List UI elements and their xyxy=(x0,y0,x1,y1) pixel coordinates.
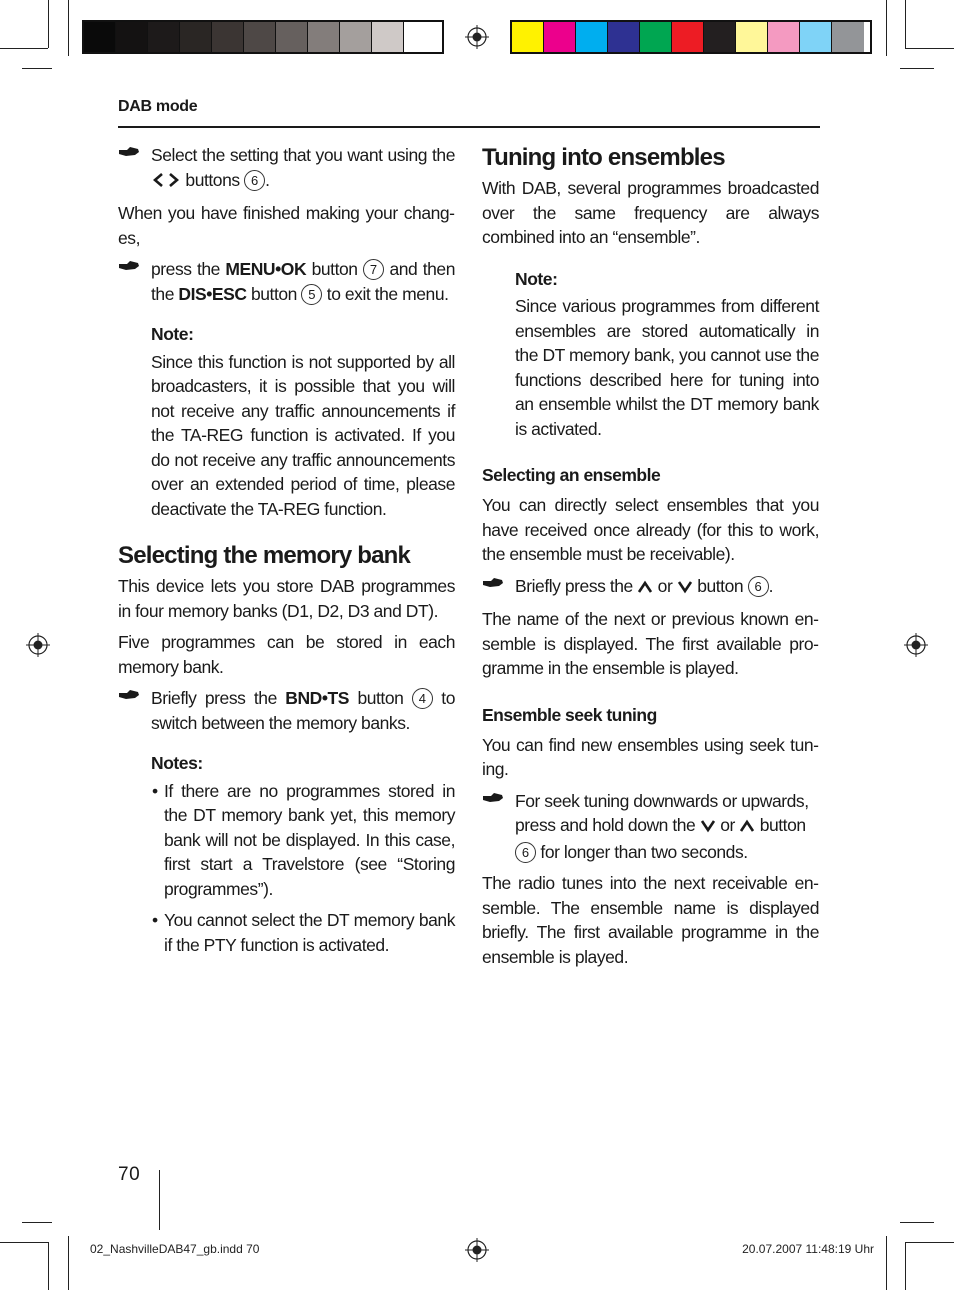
paragraph: You can directly select ensembles that you have received once already (for this to work, the ensemble must be receivable). xyxy=(482,495,819,564)
paragraph: When you have finished making your changes, xyxy=(118,203,455,248)
note-text: If there are no programmes stored in the DT memory bank yet, this memory bank will not be displayed. In this case, first start a Travelstore (see “Storing programmes”). xyxy=(164,780,455,899)
color-swatch xyxy=(544,22,576,52)
subheading: Selecting an ensemble xyxy=(482,465,661,485)
note-text: Since this function is not supported by all broadcasters, it is possible that you will not receive any traffic announcements if the TA-REG function is activated. If you do not receive any traffic announcements over an extended period of time, please deactivate the TA-REG function. xyxy=(151,351,455,519)
note-text: Since various programmes from different ensembles are stored automatically in the DT memory bank, you cannot use the functions described here for tuning into an ensemble whilst the DT memory bank is activated. xyxy=(515,296,819,439)
color-swatch xyxy=(276,22,308,52)
color-swatch xyxy=(372,22,404,52)
text: and then the xyxy=(151,259,455,304)
page-number-rule xyxy=(159,1170,160,1230)
pointing-hand-icon xyxy=(118,145,140,159)
pointing-hand-icon xyxy=(118,259,140,273)
header-rule xyxy=(118,126,820,128)
text: or xyxy=(720,815,735,835)
instruction-seek-tuning xyxy=(482,789,819,865)
note-block xyxy=(482,267,819,442)
crop-mark xyxy=(905,48,954,49)
crop-mark xyxy=(0,48,48,49)
slug-timestamp: 20.07.2007 11:48:19 Uhr xyxy=(742,1242,874,1256)
text: to switch between the memory banks. xyxy=(151,688,455,733)
slug-filename: 02_NashvilleDAB47_gb.indd 70 xyxy=(90,1242,260,1256)
crop-mark xyxy=(905,0,906,48)
color-swatch xyxy=(148,22,180,52)
section-heading: Selecting the memory bank xyxy=(118,542,411,569)
button-number-badge: 5 xyxy=(301,284,322,305)
color-swatch xyxy=(768,22,800,52)
color-swatch xyxy=(704,22,736,52)
bullet-dot: • xyxy=(152,910,158,930)
crop-mark xyxy=(905,1242,954,1243)
button-number-badge: 6 xyxy=(515,842,536,863)
text: to exit the menu. xyxy=(326,283,449,304)
button-number-badge: 6 xyxy=(244,170,265,191)
text: button xyxy=(697,575,744,596)
crop-mark xyxy=(886,0,887,56)
text: button xyxy=(311,259,358,279)
instruction-select-setting xyxy=(118,143,455,194)
note-label: Note: xyxy=(515,268,558,289)
button-number-badge: 6 xyxy=(748,576,769,597)
text: button xyxy=(250,283,297,304)
color-swatch xyxy=(832,22,864,52)
color-swatch xyxy=(576,22,608,52)
text: For seek tuning downwards or upwards, press and hold down the xyxy=(515,790,809,835)
color-swatch xyxy=(640,22,672,52)
crop-mark xyxy=(900,1222,934,1223)
button-number-badge: 7 xyxy=(363,259,384,280)
text: for longer than two seconds. xyxy=(540,841,748,862)
chevron-up-icon xyxy=(637,576,653,601)
text: button xyxy=(357,688,404,708)
note-text: You cannot select the DT memory bank if the PTY function is activated. xyxy=(164,910,455,955)
color-swatch xyxy=(244,22,276,52)
text: press the xyxy=(151,259,220,279)
text: . xyxy=(265,169,270,190)
color-swatch xyxy=(800,22,832,52)
pointing-hand-icon xyxy=(118,688,140,702)
color-swatch xyxy=(180,22,212,52)
key-label: BND•TS xyxy=(285,688,349,708)
note-label: Notes: xyxy=(151,753,203,773)
color-swatch xyxy=(116,22,148,52)
crop-mark xyxy=(886,1236,887,1290)
running-head: DAB mode xyxy=(118,98,198,115)
color-swatch xyxy=(672,22,704,52)
text: . xyxy=(768,575,773,596)
left-column xyxy=(118,143,455,957)
pointing-hand-icon xyxy=(482,576,504,590)
note-item xyxy=(151,908,455,957)
key-label: MENU•OK xyxy=(225,259,307,279)
color-swatch xyxy=(84,22,116,52)
crop-mark xyxy=(68,0,69,56)
note-item xyxy=(151,779,455,902)
chevron-up-icon xyxy=(739,815,755,840)
text: or xyxy=(657,575,673,596)
paragraph: With DAB, several programmes broadcasted over the same frequency are always combined into an “ensemble”. xyxy=(482,178,819,247)
text: button xyxy=(759,815,806,835)
crop-mark xyxy=(68,1236,69,1290)
process-color-bar xyxy=(510,20,872,54)
page-number: 70 xyxy=(118,1164,141,1185)
color-swatch xyxy=(404,22,436,52)
subheading: Ensemble seek tuning xyxy=(482,704,657,725)
note-block xyxy=(118,322,455,521)
registration-mark-icon xyxy=(465,25,489,49)
crop-mark xyxy=(905,1242,906,1290)
section-heading: Tuning into ensembles xyxy=(482,144,725,171)
color-swatch xyxy=(308,22,340,52)
crop-mark xyxy=(22,1222,52,1223)
gray-color-bar xyxy=(82,20,444,54)
instruction-exit-menu xyxy=(118,257,455,306)
registration-mark-icon xyxy=(26,633,50,657)
text: Briefly press the xyxy=(151,688,277,708)
color-swatch xyxy=(608,22,640,52)
crop-mark xyxy=(0,1242,48,1243)
paragraph: The radio tunes into the next receivable ensemble. The ensemble name is displayed briefly. The first available programme in the ensemble is played. xyxy=(482,873,819,967)
instruction-switch-memory-bank xyxy=(118,686,455,735)
crop-mark xyxy=(900,68,934,69)
text: buttons xyxy=(185,169,240,190)
right-column xyxy=(482,143,819,969)
notes-block xyxy=(118,751,455,957)
text: Briefly press the xyxy=(515,575,633,596)
bullet-dot: • xyxy=(152,780,158,801)
pointing-hand-icon xyxy=(482,791,504,805)
chevron-left-right-icon xyxy=(151,170,181,195)
paragraph: Five programmes can be stored in each memory bank. xyxy=(118,632,455,677)
color-swatch xyxy=(512,22,544,52)
button-number-badge: 4 xyxy=(412,688,433,709)
instruction-select-ensemble xyxy=(482,574,819,601)
note-label: Note: xyxy=(151,324,194,344)
crop-mark xyxy=(48,0,49,48)
chevron-down-icon xyxy=(677,576,693,601)
crop-mark xyxy=(48,1242,49,1290)
registration-mark-icon xyxy=(465,1238,489,1262)
paragraph: The name of the next or previous known ensemble is displayed. The first available programme in the ensemble is played. xyxy=(482,609,819,678)
color-swatch xyxy=(340,22,372,52)
text: Select the setting that you want using the xyxy=(151,145,455,165)
chevron-down-icon xyxy=(700,815,716,840)
color-swatch xyxy=(212,22,244,52)
color-swatch xyxy=(736,22,768,52)
paragraph: You can find new ensembles using seek tuning. xyxy=(482,734,819,779)
registration-mark-icon xyxy=(904,633,928,657)
paragraph: This device lets you store DAB programmes in four memory banks (D1, D2, D3 and DT). xyxy=(118,576,455,621)
key-label: DIS•ESC xyxy=(178,283,247,304)
crop-mark xyxy=(22,68,52,69)
